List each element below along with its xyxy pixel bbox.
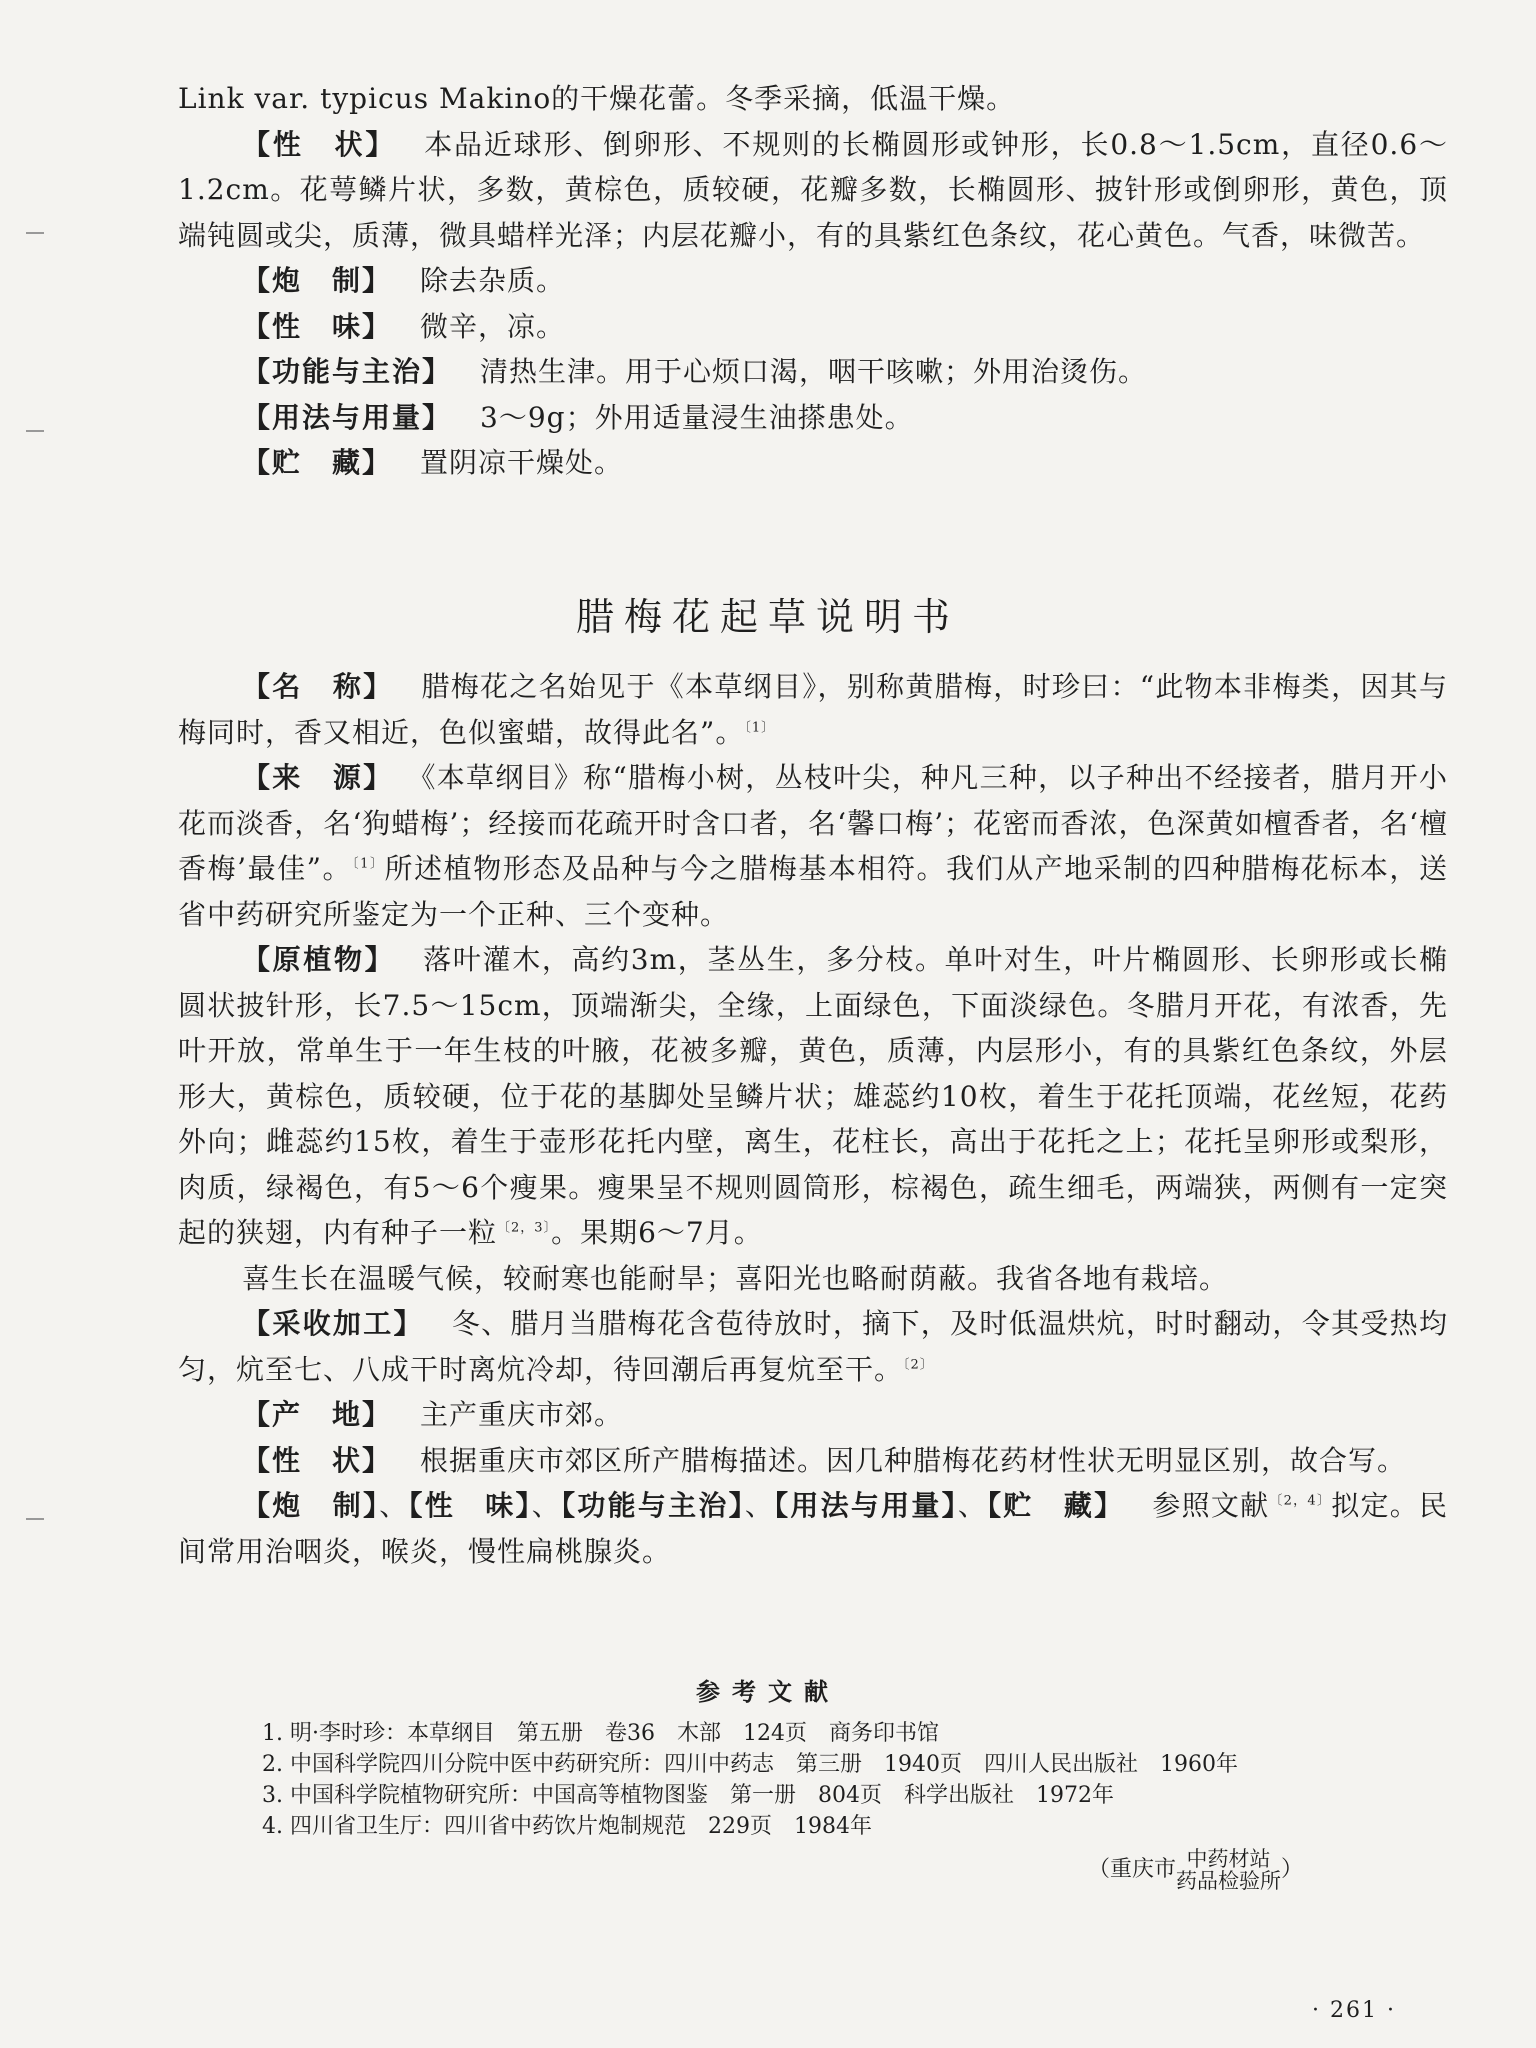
section-text: 除去杂质。: [420, 264, 566, 297]
separator: 、: [957, 1489, 988, 1522]
previous-entry-tail: [178, 76, 1448, 486]
document-title: 腊梅花起草说明书: [575, 595, 960, 639]
scan-mark: [26, 1518, 44, 1520]
intro-line: Link var. typicus Makino的干燥花蕾。冬季采摘，低温干燥。: [178, 82, 1016, 115]
citation: 〔2，3〕: [497, 1220, 552, 1236]
citation: 〔2，4〕: [1269, 1493, 1332, 1509]
section-text: 微辛，凉。: [420, 309, 566, 343]
section-heading: 【性 味】: [408, 1489, 532, 1522]
section-heading: 【贮 藏】: [242, 446, 393, 479]
scan-mark: [26, 232, 44, 234]
section-combined: [178, 1483, 1448, 1574]
reference-item: 2. 中国科学院四川分院中医中药研究所：四川中药志 第三册 1940页 四川人民出版社 1960年: [262, 1752, 1238, 1777]
references-list: [262, 1718, 1462, 1842]
section-text: 主产重庆市郊。: [420, 1398, 624, 1431]
scan-mark: [26, 430, 44, 432]
draft-specification-body: [178, 664, 1448, 1574]
section-text: 所述植物形态及品种与今之腊梅基本相符。我们从产地采制的四种腊梅花标本，送省中药研究所鉴定为一个正种、三个变种。: [178, 852, 1448, 931]
section-name: [178, 664, 1448, 755]
citation: 〔1〕: [744, 720, 776, 736]
references-title: 参考文献: [696, 1678, 840, 1706]
section-plant: [178, 937, 1448, 1256]
section-heading: 【功能与主治】: [242, 355, 453, 388]
separator: 、: [531, 1489, 562, 1522]
section-text: 根据重庆市郊区所产腊梅描述。因几种腊梅花药材性状无明显区别，故合写。: [420, 1443, 1407, 1477]
reference-item: 4. 四川省卫生厅：四川省中药饮片炮制规范 229页 1984年: [262, 1814, 872, 1839]
section-heading: 【性 状】: [242, 1443, 393, 1477]
separator: 、: [379, 1489, 409, 1522]
section-heading: 【来 源】: [242, 761, 394, 794]
section-heading: 【原植物】: [242, 943, 396, 976]
section-heading: 【用法与用量】: [774, 1489, 958, 1522]
top-section-character: [178, 122, 1448, 259]
top-section-function: [178, 349, 1448, 395]
section-text: 冬、腊月当腊梅花含苞待放时，摘下，及时低温烘炕，时时翻动，令其受热均匀，炕至七、八成干时离炕冷却，待回潮后再复炕至干。: [178, 1307, 1448, 1386]
signature-orgs: [1176, 1848, 1281, 1892]
section-text: 3～9g；外用适量浸生油搽患处。: [480, 400, 914, 434]
signature-org-1: 中药材站: [1186, 1847, 1271, 1871]
section-text: 腊梅花之名始见于《本草纲目》，别称黄腊梅，时珍曰：“此物本非梅类，因其与梅同时，香又相近，色似蜜蜡，故得此名”。: [178, 670, 1448, 749]
reference-item: 1. 明·李时珍：本草纲目 第五册 卷36 木部 124页 商务印书馆: [262, 1721, 939, 1746]
section-origin: [178, 1392, 1448, 1438]
citation: 〔1〕: [352, 856, 385, 872]
section-text: 。果期6～7月。: [551, 1216, 763, 1249]
section-text: 清热生津。用于心烦口渴，咽干咳嗽；外用治烫伤。: [480, 355, 1148, 388]
citation: 〔2〕: [903, 1357, 934, 1373]
reference-item: 3. 中国科学院植物研究所：中国高等植物图鉴 第一册 804页 科学出版社 1972年: [262, 1783, 1114, 1808]
section-heading: 【炮 制】: [242, 1489, 380, 1522]
author-signature: （重庆市 中药材站 药品检验所）: [1088, 1847, 1304, 1893]
section-heading: 【名 称】: [242, 670, 394, 703]
section-heading: 【用法与用量】: [242, 400, 453, 434]
section-text: 落叶灌木，高约3m，茎丛生，多分枝。单叶对生，叶片椭圆形、长卵形或长椭圆状披针形，长7.5～15cm，顶端渐尖，全缘，上面绿色，下面淡绿色。冬腊月开花，有浓香，先叶开放，常单生于一年生枝的叶腋，花被多瓣，黄色，质薄，内层形小，有的具紫红色条纹，外层形大，黄棕色，质较硬，位于花的基脚处呈鳞片状；雄蕊约10枚，着生于花托顶端，花丝短，花药外向；雌蕊约15枚，着生于壶形花托内壁，离生，花柱长，高出于花托之上；花托呈卵形或梨形，肉质，绿褐色，有5～6个瘦果。瘦果呈不规则圆筒形，棕褐色，疏生细毛，两端狭，两侧有一定突起的狭翅，内有种子一粒: [178, 943, 1448, 1249]
top-section-storage: [178, 440, 1448, 486]
section-text: 《本草纲目》称“腊梅小树，丛枝叶尖，种凡三种，以子种出不经接者，腊月开小花而淡香，名‘狗蜡梅’；经接而花疏开时含口者，名‘馨口梅’；花密而香浓，色深黄如檀香者，名‘檀香梅’最佳”。: [178, 761, 1448, 885]
page-number: · 261 ·: [1312, 1998, 1396, 2023]
signature-prefix: 重庆市: [1110, 1857, 1177, 1882]
section-source: [178, 755, 1448, 937]
section-text: 置阴凉干燥处。: [420, 446, 624, 479]
section-heading: 【产 地】: [242, 1398, 393, 1431]
section-text: 参照文献: [1152, 1489, 1270, 1522]
section-heading: 【功能与主治】: [561, 1489, 745, 1522]
section-text: 本品近球形、倒卵形、不规则的长椭圆形或钟形，长0.8～1.5cm，直径0.6～1.2cm。花萼鳞片状，多数，黄棕色，质较硬，花瓣多数，长椭圆形、披针形或倒卵形，黄色，顶端钝圆或尖，质薄，微具蜡样光泽；内层花瓣小，有的具紫红色条纹，花心黄色。气香，味微苦。: [178, 127, 1448, 252]
section-habitat: 喜生长在温暖气候，较耐寒也能耐旱；喜阳光也略耐荫蔽。我省各地有栽培。: [242, 1261, 1229, 1295]
top-section-processing: [178, 258, 1448, 304]
section-heading: 【性 味】: [242, 309, 393, 343]
section-heading: 【炮 制】: [242, 264, 393, 297]
section-harvest: [178, 1301, 1448, 1392]
section-text: 拟定。民间常用治咽炎，喉炎，慢性扁桃腺炎。: [178, 1489, 1448, 1568]
section-heading: 【贮 藏】: [987, 1489, 1125, 1522]
section-character: [178, 1438, 1448, 1484]
top-section-dosage: [178, 395, 1448, 441]
section-heading: 【采收加工】: [242, 1307, 424, 1340]
separator: 、: [744, 1489, 775, 1522]
section-heading: 【性 状】: [242, 127, 397, 161]
signature-org-2: 药品检验所: [1176, 1869, 1282, 1893]
top-section-taste: [178, 304, 1448, 350]
